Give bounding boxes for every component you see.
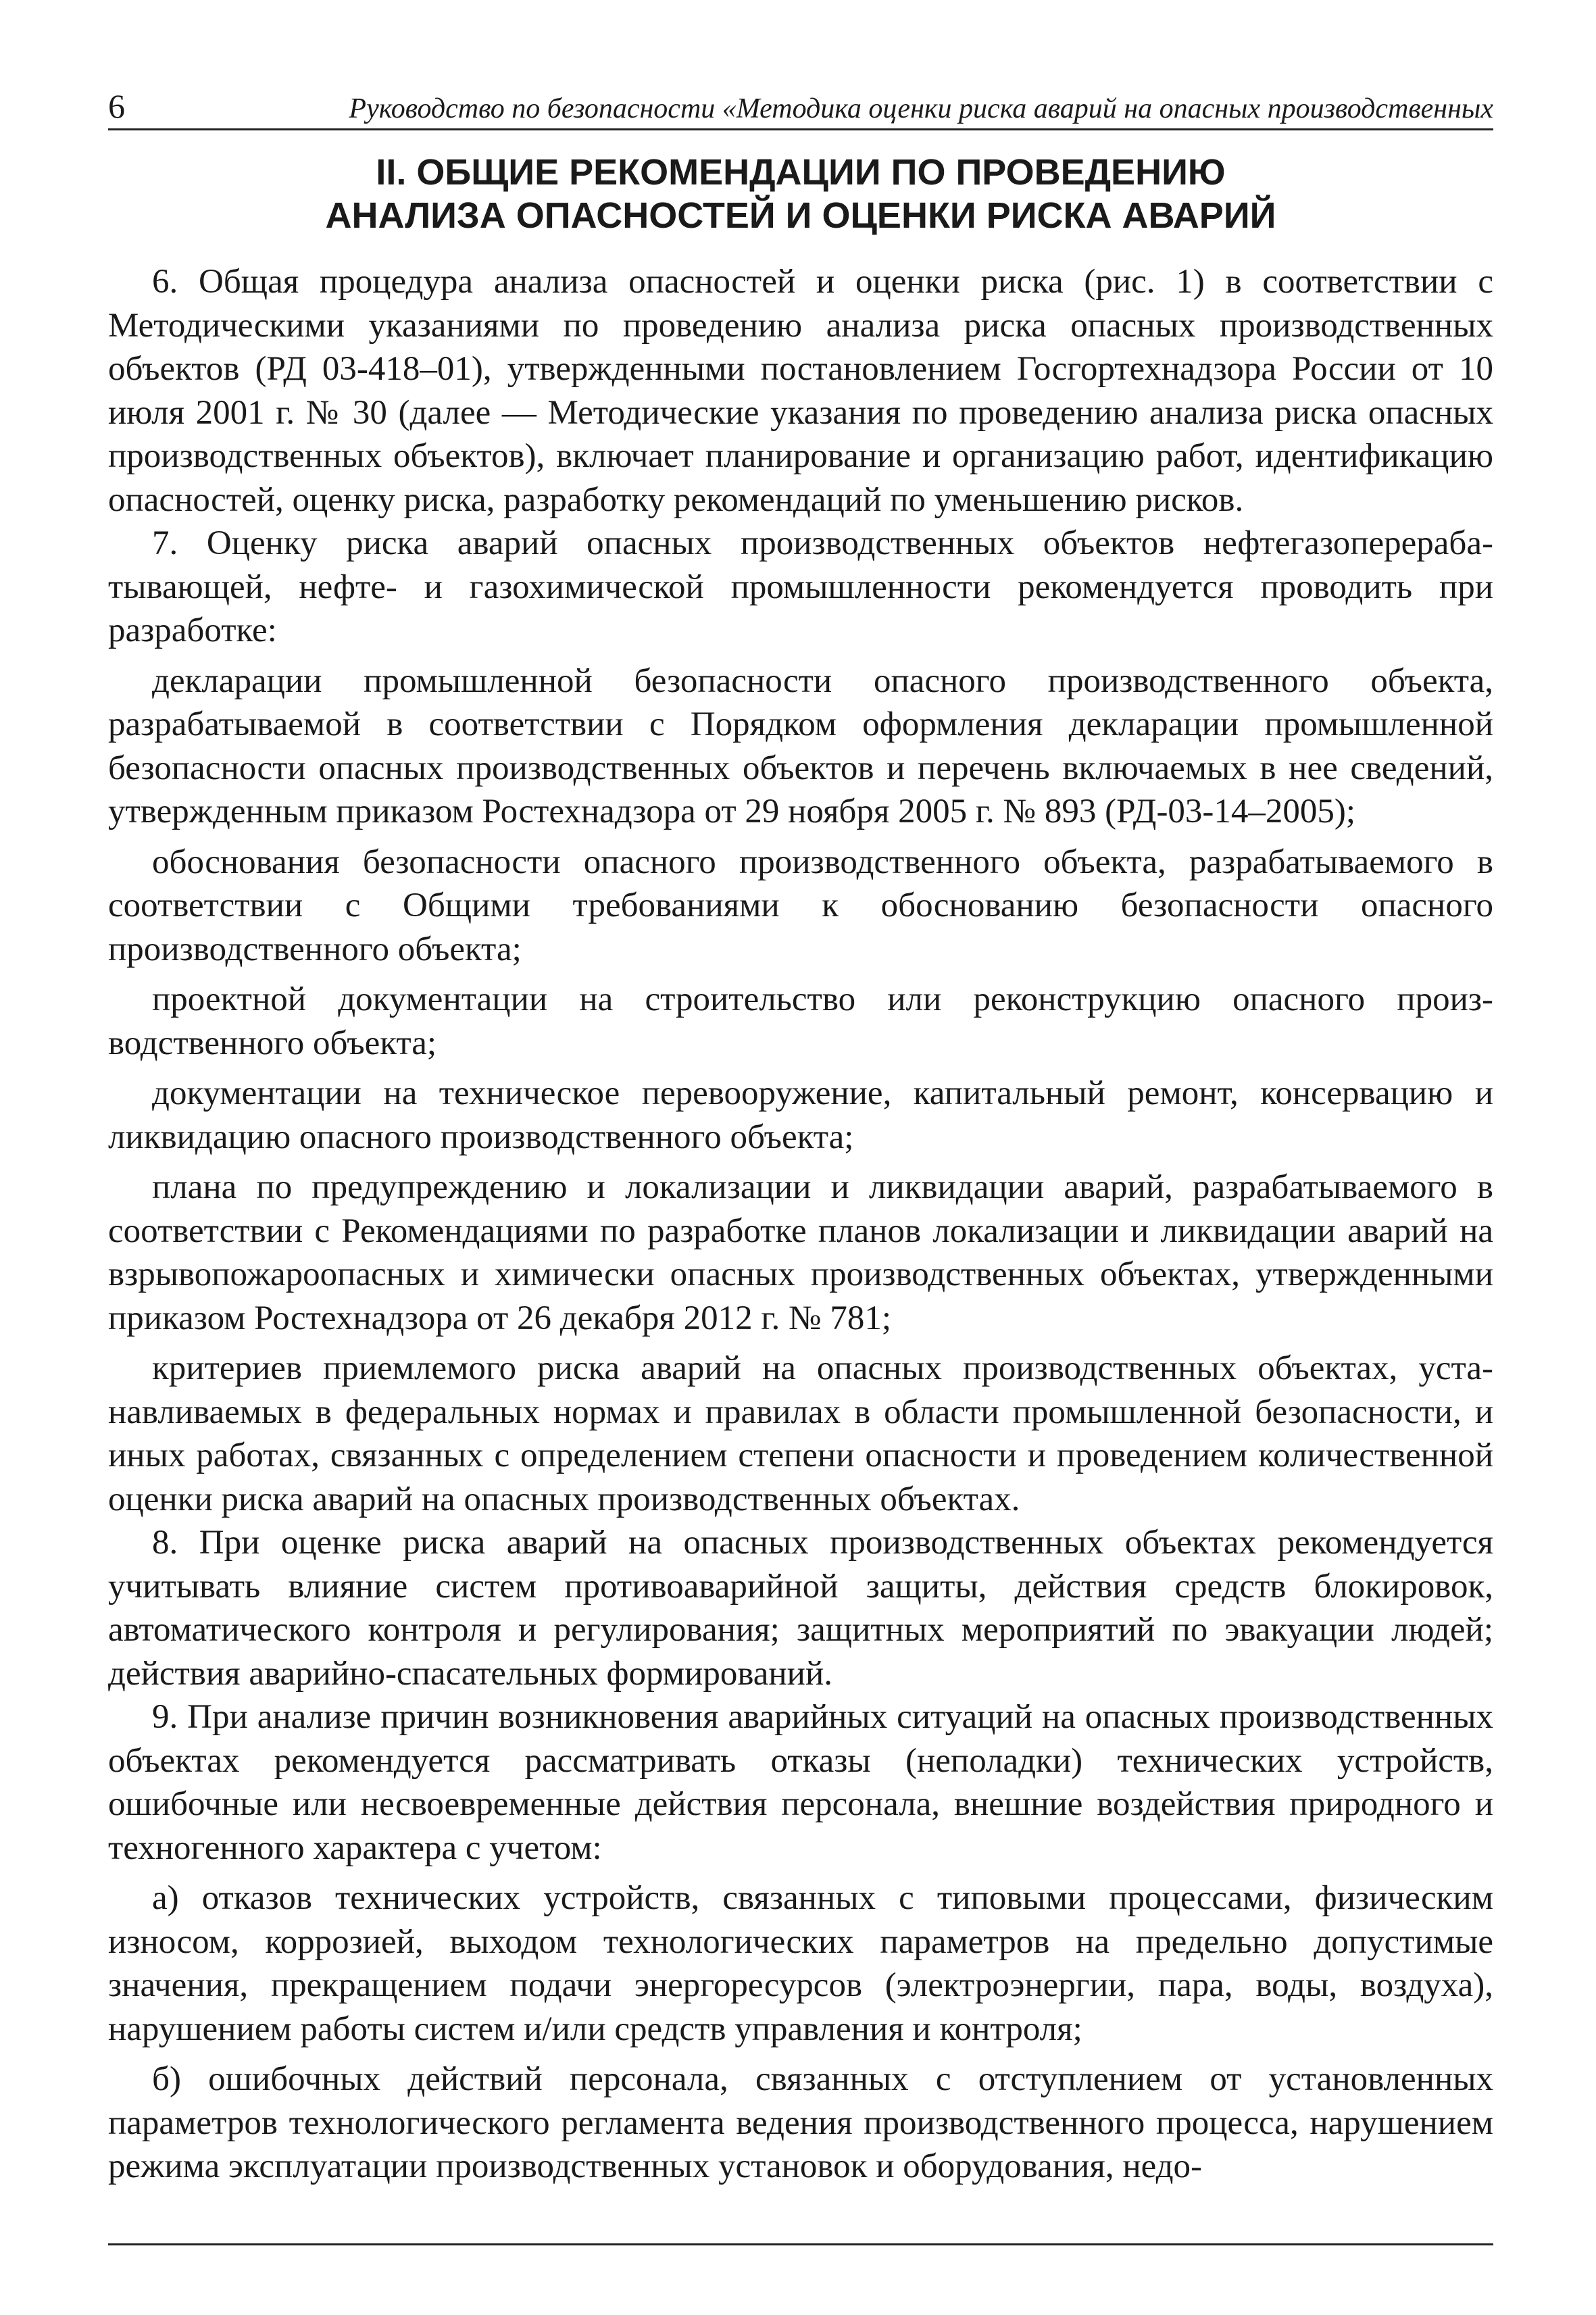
paragraph-9: 9. При анализе причин возникновения аварийных ситуаций на опасных производственных объектах рекомендуется рассматривать отказы (неполадки) технических устройств, ошибочные или несвоевременные действия персонала, внешние воздействия природного и техногенного характера с учетом: xyxy=(108,1698,1493,1867)
list-item-technical-documentation: документации на техническое перевооружение, капитальный ремонт, консервацию и ликвидацию опасного производственного объекта; xyxy=(108,1074,1493,1156)
running-title: Руководство по безопасности «Методика оценки риска аварий на опасных производственных xyxy=(349,93,1493,124)
list-item-accident-plan: плана по предупреждению и локализации и ликвидации аварий, разрабатываемого в соответствии с Рекомендациями по разработке планов локализации и ликвидации аварий на взрывопожароопасных и химически опасных производственных объектах, утвержденными приказом Ростехнадзора от 26 декабря 2012 г. № 781; xyxy=(108,1168,1493,1337)
list-item-project-documentation: проектной документации на строительство или реконструкцию опасного производственного объекта; xyxy=(108,980,1493,1062)
paragraph-8: 8. При оценке риска аварий на опасных производственных объектах рекомендуется учитывать влияние систем противоаварийной защиты, действия средств блокировок, автоматического контроля и регулирования; защитных мероприятий по эвакуации людей; действия аварийно-спасательных формирований. xyxy=(108,1524,1493,1693)
list-item-declaration: декларации промышленной безопасности опасного производственного объекта, разрабатываемой в соответствии с Порядком оформления декларации промышленной безопасности опасных производственных объектов и перечень включаемых в нее сведений, утвержденным приказом Ростехнадзора от 29 ноября 2005 г. № 893 (РД-03-14–2005); xyxy=(108,662,1493,830)
list-item-safety-justification: обоснования безопасности опасного производственного объекта, разрабатываемого в соответствии с Общими требованиями к обоснованию безопасности опасного производственного объекта; xyxy=(108,843,1493,968)
section-title-line-1: II. ОБЩИЕ РЕКОМЕНДАЦИИ ПО ПРОВЕДЕНИЮ xyxy=(376,152,1226,193)
list-item-a: а) отказов технических устройств, связанных с типовыми процессами, физическим износом, коррозией, выходом технологических параметров на предельно допустимые значения, прекращением подачи энергоресурсов (электроэнергии, пара, воды, воздуха), нарушением работы систем и/или средств управления и контроля; xyxy=(108,1879,1493,2048)
paragraph-6: 6. Общая процедура анализа опасностей и оценки риска (рис. 1) в соответствии с Методическими указаниями по проведению анализа риска опасных производственных объектов (РД 03-418–01), утвержденными постановлением Госгортехнадзора России от 10 июля 2001 г. № 30 (далее — Методические указания по проведению анализа риска опасных производственных объектов), включает планирование и организацию работ, идентификацию опасностей, оценку риска, разработку рекомендаций по уменьшению рисков. xyxy=(108,263,1493,519)
list-item-b: б) ошибочных действий персонала, связанных с отступлением от установленных параметров технологического регламента ведения производственного процесса, нарушением режима эксплуатации производственных установок и оборудования, недо- xyxy=(108,2060,1493,2185)
document-page xyxy=(108,81,1493,2189)
paragraph-7: 7. Оценку риска аварий опасных производственных объектов нефтегазоперерабатывающей, нефте- и газохимической промышленности рекомендуется проводить при разработке: xyxy=(108,524,1493,649)
running-header xyxy=(108,81,1493,130)
section-title-line-2: АНАЛИЗА ОПАСНОСТЕЙ И ОЦЕНКИ РИСКА АВАРИЙ xyxy=(325,195,1276,236)
page-number: 6 xyxy=(108,87,125,125)
body-text xyxy=(108,260,1493,2189)
list-item-risk-criteria: критериев приемлемого риска аварий на опасных производственных объектах, устанавливаемых в федеральных нормах и правилах в области промышленной безопасности, и иных работах, связанных с определением степени опасности и проведением количественной оценки риска аварий на опасных производственных объектах. xyxy=(108,1349,1493,1518)
section-title xyxy=(108,151,1493,237)
bottom-rule xyxy=(108,2243,1493,2245)
